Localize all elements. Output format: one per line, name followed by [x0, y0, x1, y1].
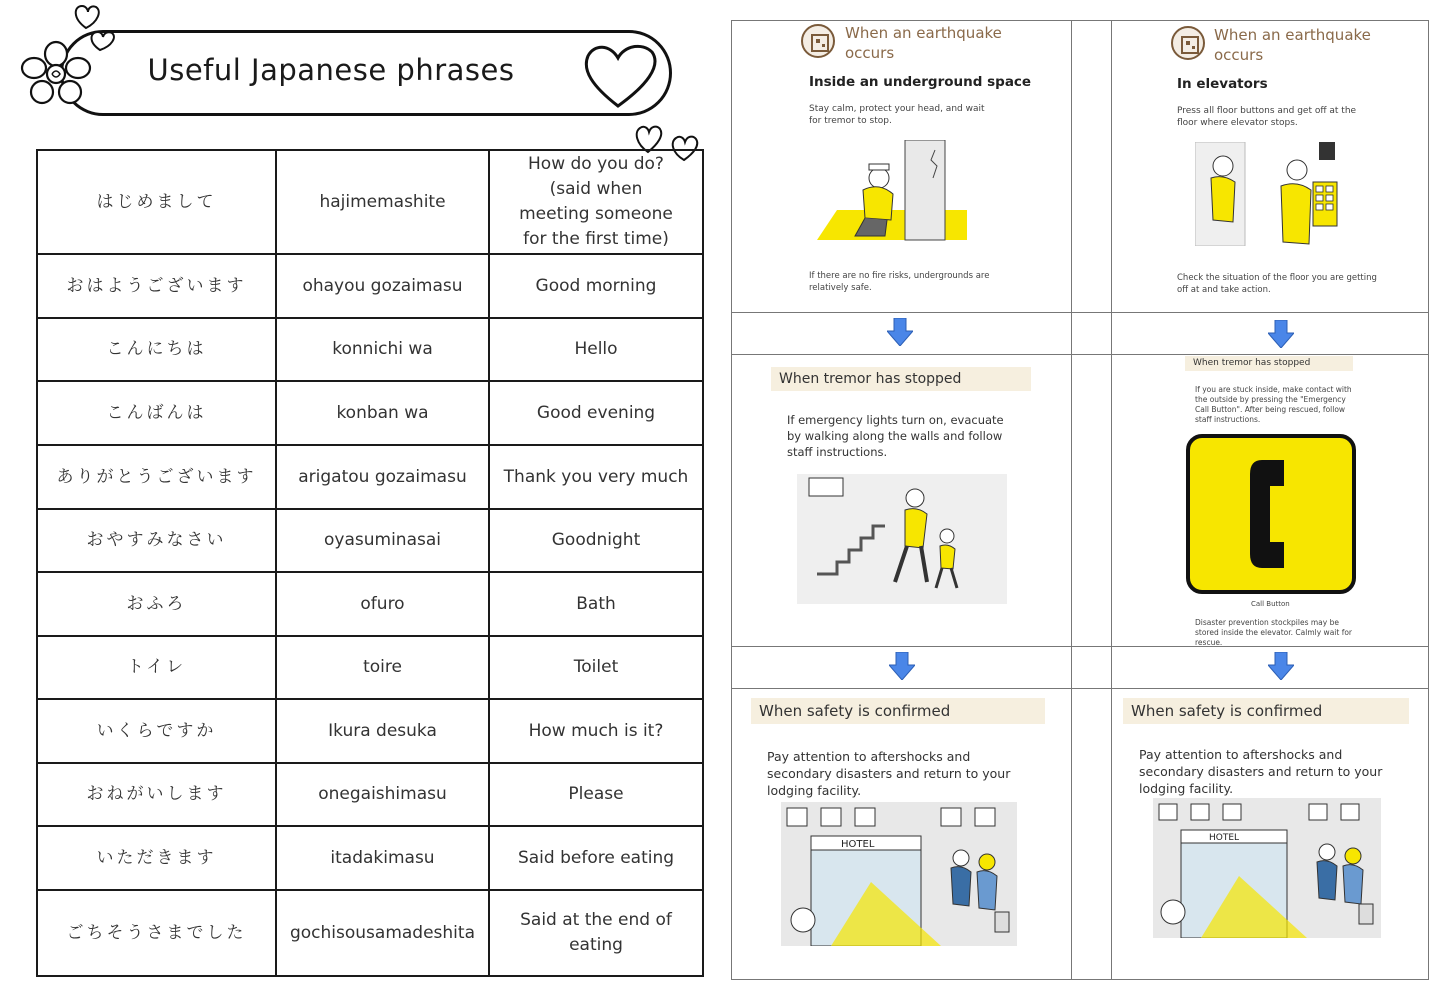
crouching-person-illustration	[817, 140, 967, 245]
phrase-english: Said at the end of eating	[489, 890, 703, 976]
section-subtitle: In elevators	[1177, 76, 1268, 92]
section-header: When an earthquake occurs	[845, 24, 1002, 62]
qr-code-icon	[801, 24, 835, 58]
phrase-romaji: hajimemashite	[276, 150, 489, 254]
table-row	[37, 699, 703, 763]
phrase-english: Good evening	[489, 381, 703, 445]
earthquake-guide	[731, 20, 1429, 980]
underground-panel	[731, 20, 1071, 312]
safety-note: Check the situation of the floor you are getting off at and take action.	[1177, 273, 1377, 295]
section-band: When tremor has stopped	[1185, 356, 1353, 371]
phrase-romaji: ohayou gozaimasu	[276, 254, 489, 318]
arrow-down-icon	[1268, 652, 1294, 680]
phrase-english: Toilet	[489, 636, 703, 699]
call-button-icon[interactable]	[1186, 434, 1356, 594]
phrase-romaji: itadakimasu	[276, 826, 489, 890]
heart-icon	[70, 2, 126, 54]
phrase-japanese: ありがとうございます	[37, 445, 276, 509]
phrase-english: Bath	[489, 572, 703, 636]
phrase-japanese: おふろ	[37, 572, 276, 636]
phrase-japanese: ごちそうさまでした	[37, 890, 276, 976]
phrase-english: Goodnight	[489, 509, 703, 572]
hotel-sign: HOTEL	[841, 839, 875, 850]
phrase-japanese: いただきます	[37, 826, 276, 890]
phrase-english: Please	[489, 763, 703, 826]
table-row	[37, 381, 703, 445]
table-row	[37, 636, 703, 699]
phrase-japanese: おやすみなさい	[37, 509, 276, 572]
phrase-english: Good morning	[489, 254, 703, 318]
table-row	[37, 150, 703, 254]
phrase-japanese: はじめまして	[37, 150, 276, 254]
safety-note: If there are no fire risks, undergrounds are relatively safe.	[809, 271, 990, 293]
instruction-text: If emergency lights turn on, evacuate by walking along the walls and follow staff instructions.	[787, 413, 1004, 459]
table-row	[37, 890, 703, 976]
phrase-japanese: いくらですか	[37, 699, 276, 763]
section-band: When tremor has stopped	[771, 367, 1031, 391]
section-header: When an earthquake occurs	[1214, 26, 1371, 64]
phrase-english: How do you do? (said when meeting someone for the first time)	[489, 150, 703, 254]
phrase-english: Said before eating	[489, 826, 703, 890]
evacuating-people-illustration	[797, 474, 1007, 604]
phrase-romaji: oyasuminasai	[276, 509, 489, 572]
phrase-japanese: こんにちは	[37, 318, 276, 381]
phrase-english: Hello	[489, 318, 703, 381]
underground-safety-panel	[731, 688, 1071, 979]
page-title: Useful Japanese phrases	[147, 53, 515, 87]
phrase-romaji: onegaishimasu	[276, 763, 489, 826]
phrase-romaji: konnichi wa	[276, 318, 489, 381]
underground-stopped-panel	[731, 354, 1071, 646]
hotel-illustration	[1153, 798, 1381, 938]
table-row	[37, 826, 703, 890]
instruction-text: If you are stuck inside, make contact with the outside by pressing the "Emergency Call Button". After being rescued, follow staff instructions.	[1195, 385, 1352, 424]
phrase-romaji: arigatou gozaimasu	[276, 445, 489, 509]
elevator-stopped-panel	[1111, 354, 1428, 646]
instruction-text: Pay attention to aftershocks and secondary disasters and return to your lodging facility.	[1139, 747, 1383, 796]
instruction-text: Stay calm, protect your head, and wait for tremor to stop.	[809, 104, 985, 126]
phrase-english: Thank you very much	[489, 445, 703, 509]
phrase-romaji: toire	[276, 636, 489, 699]
phrase-table	[36, 149, 704, 977]
arrow-down-icon	[889, 652, 915, 680]
hotel-illustration	[781, 802, 1017, 946]
call-button-label: Call Button	[1251, 600, 1290, 608]
section-band: When safety is confirmed	[1123, 698, 1409, 724]
phrase-japanese: こんばんは	[37, 381, 276, 445]
instruction-text: Press all floor buttons and get off at the floor where elevator stops.	[1177, 106, 1357, 128]
heart-icon	[580, 40, 662, 110]
phrase-japanese: トイレ	[37, 636, 276, 699]
table-row	[37, 445, 703, 509]
phrase-romaji: gochisousamadeshita	[276, 890, 489, 976]
section-subtitle: Inside an underground space	[809, 74, 1032, 90]
phrase-romaji: ofuro	[276, 572, 489, 636]
table-row	[37, 509, 703, 572]
phrase-romaji: Ikura desuka	[276, 699, 489, 763]
stockpile-note: Disaster prevention stockpiles may be stored inside the elevator. Calmly wait for rescue.	[1195, 618, 1353, 646]
phrase-english: How much is it?	[489, 699, 703, 763]
table-row	[37, 572, 703, 636]
table-row	[37, 318, 703, 381]
table-row	[37, 763, 703, 826]
instruction-text: Pay attention to aftershocks and secondary disasters and return to your lodging facility.	[767, 749, 1011, 798]
qr-code-icon	[1171, 26, 1205, 60]
arrow-down-icon	[1268, 320, 1294, 348]
elevator-illustration	[1195, 142, 1345, 246]
table-row	[37, 254, 703, 318]
section-band: When safety is confirmed	[751, 698, 1045, 724]
hotel-sign: HOTEL	[1209, 833, 1240, 843]
arrow-down-icon	[887, 318, 913, 346]
phrase-japanese: おねがいします	[37, 763, 276, 826]
phrase-japanese: おはようございます	[37, 254, 276, 318]
phrase-romaji: konban wa	[276, 381, 489, 445]
elevator-panel	[1111, 20, 1428, 312]
elevator-safety-panel	[1111, 688, 1428, 979]
